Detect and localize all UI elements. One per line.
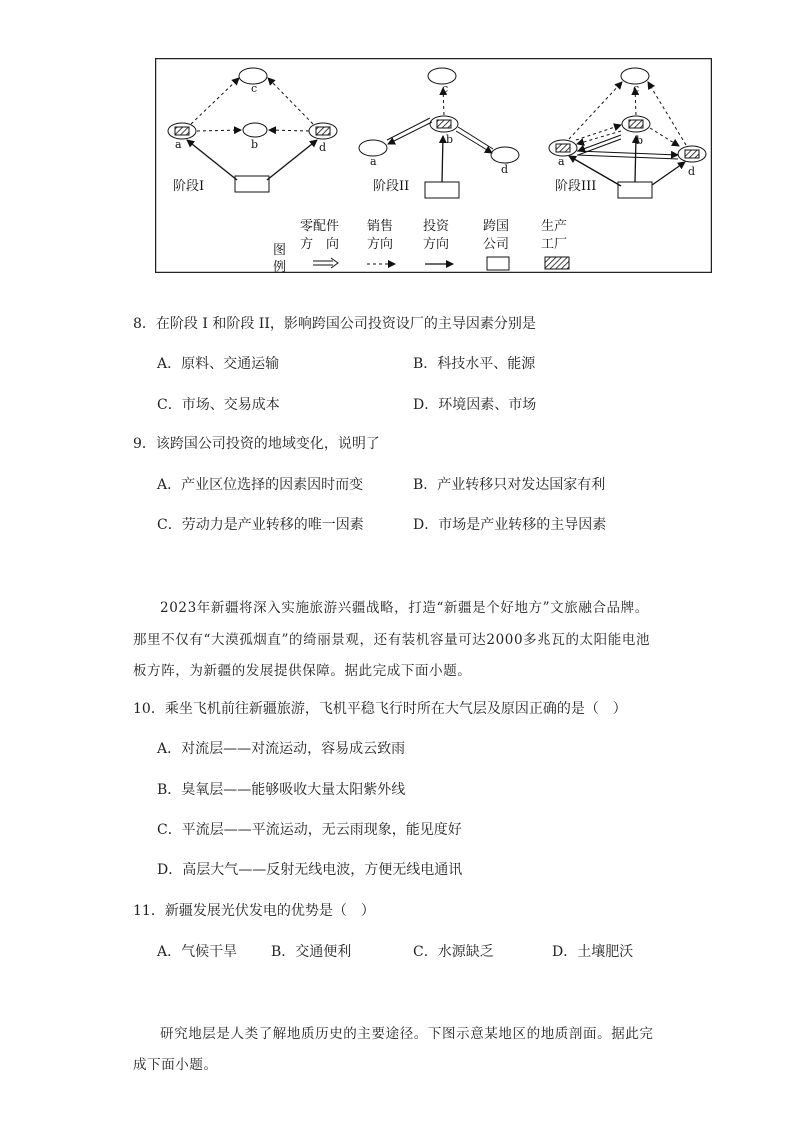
node-b-label: b [251, 138, 259, 151]
stage-2-label: 阶段II [373, 179, 410, 194]
hatched-box-icon [556, 144, 570, 152]
industry-transfer-diagram [155, 58, 712, 273]
company-box [235, 176, 269, 192]
sales-arrow [648, 82, 686, 145]
question-8-option-b[interactable]: B．科技水平、能源 [413, 356, 536, 372]
legend-investment-label: 投资 [423, 219, 450, 234]
sales-arrow [569, 82, 622, 139]
node-d-label: d [319, 141, 327, 154]
question-11-option-d[interactable]: D．土壤肥沃 [552, 944, 634, 960]
stage-1-label: 阶段I [173, 179, 205, 194]
question-11-stem: 11．新疆发展光伏发电的优势是（ ） [133, 903, 375, 919]
sales-arrow [191, 78, 239, 124]
passage-1-line: 那里不仅有“大漠孤烟直”的绮丽景观，还有装机容量可达2000多兆瓦的太阳能电池 [133, 632, 651, 648]
parts-arrow [388, 122, 432, 144]
legend-sales-label: 方向 [367, 237, 394, 252]
node-a-label: a [370, 155, 377, 168]
node-b-label: b [446, 133, 454, 146]
parts-arrow [387, 118, 430, 140]
investment-arrow [442, 136, 443, 182]
legend-title: 图 [273, 243, 287, 258]
question-11-option-a[interactable]: A．气候干旱 [157, 944, 238, 960]
node-c-label: c [251, 82, 258, 95]
question-9-option-a[interactable]: A．产业区位选择的因素因时而变 [157, 477, 364, 493]
legend-sales-label: 销售 [367, 219, 394, 234]
node-c-label: c [633, 82, 640, 95]
question-11-option-b[interactable]: B．交通便利 [271, 944, 352, 960]
parts-arrow [456, 131, 492, 153]
question-10-option-b[interactable]: B．臭氧层——能够吸收大量太阳紫外线 [157, 782, 406, 798]
legend-company-label: 跨国 [483, 219, 510, 234]
stage-2-diagram [359, 68, 519, 198]
question-8-stem: 8．在阶段 I 和阶段 II，影响跨国公司投资设厂的主导因素分别是 [133, 316, 536, 332]
question-9-option-c[interactable]: C．劳动力是产业转移的唯一因素 [157, 517, 364, 533]
node-b [243, 123, 267, 137]
stage-3-label: 阶段III [555, 179, 597, 194]
node-a [359, 140, 387, 156]
rectangle-icon [487, 257, 509, 270]
hatched-box-icon [175, 127, 189, 135]
passage-2-line: 成下面小题。 [133, 1057, 218, 1073]
investment-arrow [267, 140, 317, 180]
question-8-option-a[interactable]: A．原料、交通运输 [157, 356, 280, 372]
node-c-label: c [442, 82, 449, 95]
node-a-label: a [175, 138, 182, 151]
company-box [425, 182, 459, 198]
question-10-option-c[interactable]: C．平流层——平流运动，无云雨现象，能见度好 [157, 822, 462, 838]
question-11-option-c[interactable]: C．水源缺乏 [413, 944, 494, 960]
passage-1-line: 2023年新疆将深入实施旅游兴疆战略，打造“新疆是个好地方”文旅融合品牌。 [160, 600, 649, 616]
question-9-option-b[interactable]: B．产业转移只对发达国家有利 [413, 477, 606, 493]
question-8-option-d[interactable]: D．环境因素、市场 [413, 397, 537, 413]
sales-arrow [268, 78, 313, 124]
investment-arrow [187, 140, 237, 180]
node-d [491, 147, 519, 163]
legend-investment-label: 方向 [423, 237, 450, 252]
investment-arrow [652, 162, 685, 185]
sales-arrow [269, 130, 309, 131]
question-10-option-a[interactable]: A．对流层——对流运动，容易成云致雨 [157, 741, 406, 757]
passage-2-line: 研究地层是人类了解地质历史的主要途径。下图示意某地区的地质剖面。据此完 [160, 1026, 654, 1042]
node-a-label: a [558, 155, 565, 168]
sales-arrow [650, 128, 679, 146]
node-d-label: d [501, 163, 509, 176]
hatched-box-icon [316, 127, 330, 135]
stage-3-diagram [549, 68, 706, 198]
legend-company-label: 公司 [483, 237, 510, 252]
question-9-option-d[interactable]: D．市场是产业转移的主导因素 [413, 517, 607, 533]
question-9-stem: 9．该跨国公司投资的地域变化，说明了 [133, 436, 380, 452]
hatched-box-icon [437, 120, 451, 128]
legend [273, 218, 569, 273]
question-10-option-d[interactable]: D．高层大气——反射无线电波，方便无线电通讯 [157, 862, 463, 878]
company-box [618, 182, 652, 198]
question-8-option-c[interactable]: C．市场、交易成本 [157, 397, 280, 413]
stage-1-diagram [168, 68, 337, 194]
legend-title: 例 [273, 260, 287, 273]
parts-arrow [458, 127, 493, 149]
legend-factory-label: 工厂 [541, 237, 568, 252]
hatched-box-icon [629, 120, 643, 128]
legend-parts-label: 零配件 [300, 219, 340, 234]
sales-arrow [197, 130, 241, 131]
legend-factory-label: 生产 [541, 219, 568, 234]
node-b-label: b [636, 134, 644, 147]
node-d-label: d [688, 165, 696, 178]
question-10-stem: 10．乘坐飞机前往新疆旅游，飞机平稳飞行时所在大气层及原因正确的是（ ） [133, 701, 627, 717]
parts-arrow [577, 151, 678, 155]
legend-parts-label: 方 向 [300, 237, 340, 252]
hatched-box-icon [545, 257, 569, 269]
hatched-box-icon [685, 150, 699, 158]
passage-1-line: 板方阵，为新疆的发展提供保障。据此完成下面小题。 [133, 663, 472, 679]
parts-arrow [577, 155, 678, 159]
